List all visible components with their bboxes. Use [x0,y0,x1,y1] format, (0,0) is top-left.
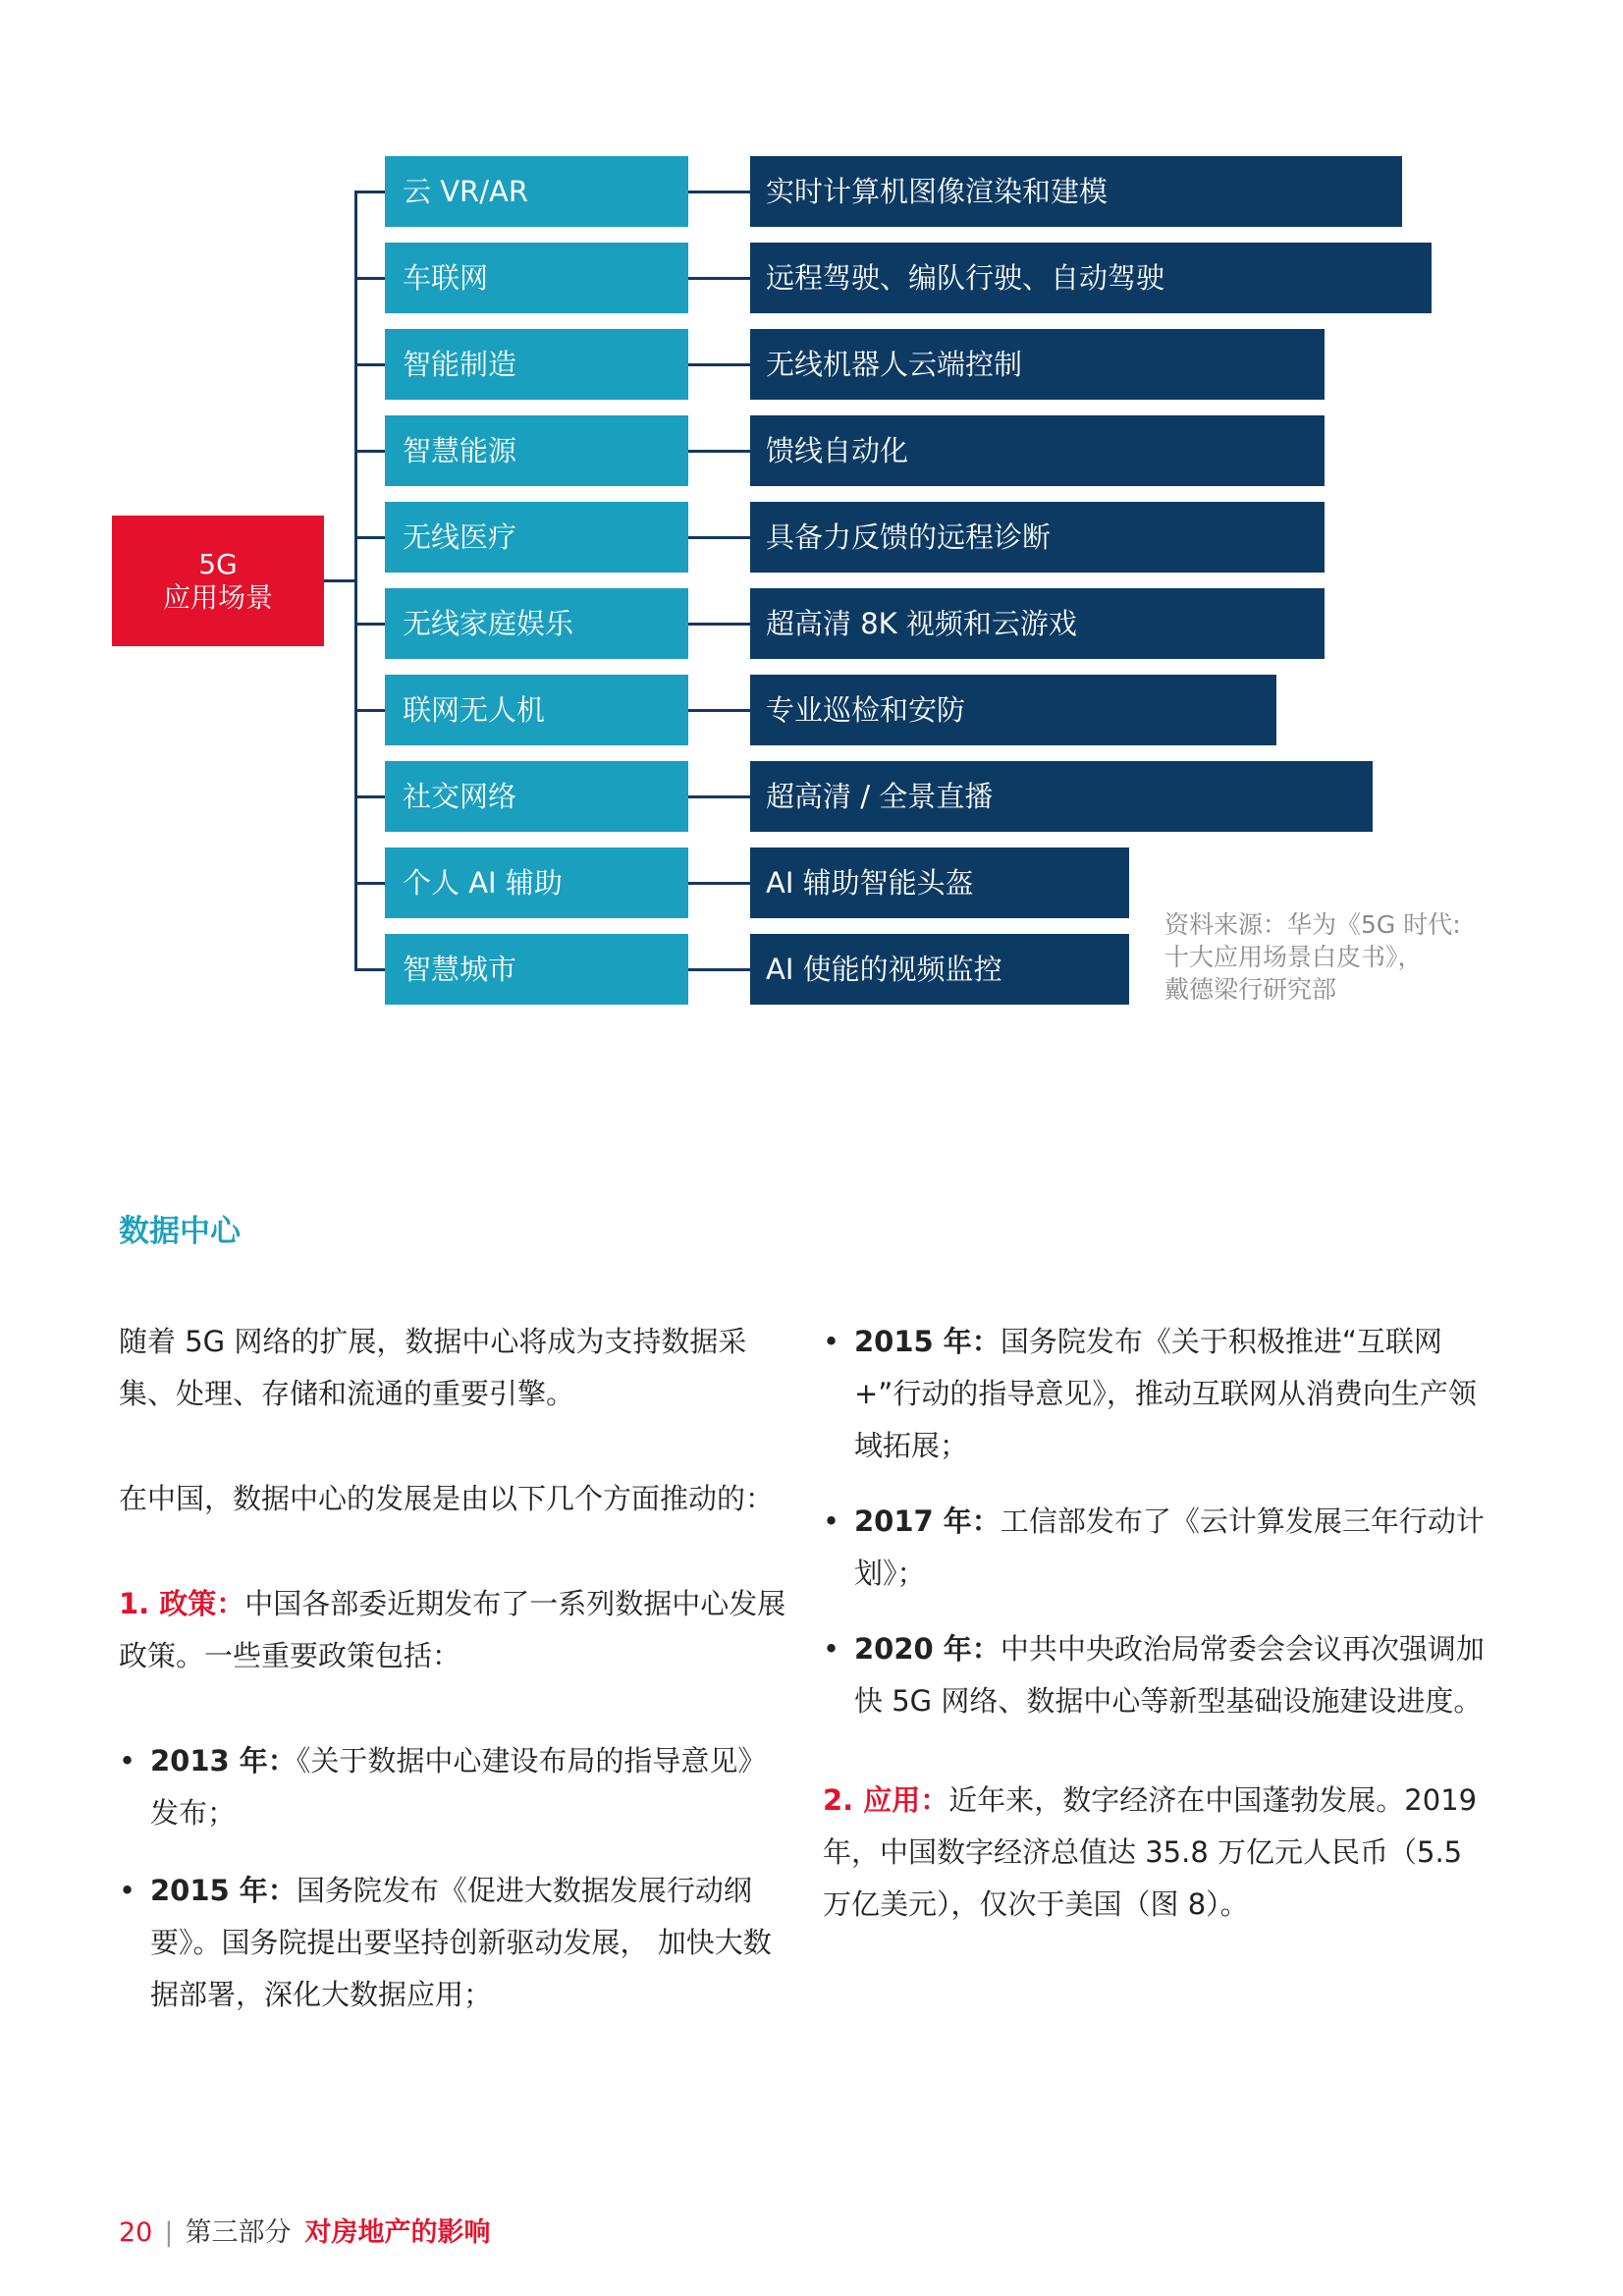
policy-bullet-2017 [823,1496,1490,1600]
application-inspection-security: 专业巡检和安防 [750,675,1276,745]
application-live-broadcast: 超高清 / 全景直播 [750,761,1373,832]
hline-app-2 [688,363,750,366]
category-home-entertainment: 无线家庭娱乐 [385,588,688,659]
hline-app-8 [688,882,750,885]
hline-app-4 [688,536,750,539]
bullet-text: 工信部发布了《云计算发展三年行动计划》； [854,1504,1485,1590]
hline-cat-7 [354,795,385,798]
hline-app-3 [688,450,750,453]
application-realtime-rendering: 实时计算机图像渲染和建模 [750,156,1402,227]
application-paragraph [823,1775,1490,1931]
hline-cat-1 [354,277,385,280]
bullet-year: 2017 年： [854,1504,1001,1538]
application-robot-control: 无线机器人云端控制 [750,329,1325,400]
page-number: 20 [119,2217,153,2248]
application-feeder-automation: 馈线自动化 [750,415,1325,486]
hline-cat-8 [354,882,385,885]
source-note [1164,908,1498,1006]
category-social-network: 社交网络 [385,761,688,832]
hline-app-1 [688,277,750,280]
application-video-surveillance: AI 使能的视频监控 [750,934,1129,1005]
right-column [823,1316,1490,1931]
bullet-text: 中共中央政治局常委会会议再次强调加快 5G 网络、数据中心等新型基础设施建设进度。 [854,1632,1485,1718]
footer-separator: | [164,2217,174,2248]
hline-app-9 [688,968,750,971]
policy-text: 中国各部委近期发布了一系列数据中心发展政策。一些重要政策包括： [119,1587,786,1672]
section-heading: 数据中心 [119,1214,241,1249]
hline-app-5 [688,623,750,626]
hline-app-7 [688,795,750,798]
intro-paragraph: 随着 5G 网络的扩展，数据中心将成为支持数据采集、处理、存储和流通的重要引擎。 [119,1325,747,1410]
hline-cat-5 [354,623,385,626]
category-cloud-vr-ar: 云 VR/AR [385,156,688,227]
policy-label: 1. 政策： [119,1587,245,1620]
hline-cat-9 [354,968,385,971]
application-text: 近年来，数字经济在中国蓬勃发展。2019 年，中国数字经济总值达 35.8 万亿元人民币（5.5 万亿美元），仅次于美国（图 8）。 [823,1783,1478,1921]
hline-app-6 [688,709,750,712]
footer-part: 第三部分 [185,2217,292,2248]
category-personal-ai: 个人 AI 辅助 [385,847,688,918]
category-smart-city: 智慧城市 [385,934,688,1005]
hline-cat-0 [354,191,385,193]
source-line-2: 十大应用场景白皮书》， [1164,943,1423,971]
root-node-5g [112,516,324,646]
category-smart-energy: 智慧能源 [385,415,688,486]
category-drones: 联网无人机 [385,675,688,745]
category-wireless-medical: 无线医疗 [385,502,688,573]
root-connector [324,579,356,582]
5g-scenarios-diagram [0,0,1623,1041]
root-label-line2: 应用场景 [162,580,273,614]
source-line-3: 戴德梁行研究部 [1164,975,1337,1004]
policy-bullet-2020 [823,1623,1490,1727]
hline-cat-3 [354,450,385,453]
bullet-text: 国务院发布《关于积极推进“互联网+”行动的指导意见》，推动互联网从消费向生产领域拓展； [854,1325,1477,1462]
bullet-year: 2020 年： [854,1632,1001,1666]
hline-app-0 [688,191,750,193]
source-line-1: 资料来源：华为《5G 时代: [1164,910,1461,939]
drivers-paragraph: 在中国，数据中心的发展是由以下几个方面推动的： [119,1482,775,1515]
bullet-text: 国务院发布《促进大数据发展行动纲要》。国务院提出要坚持创新驱动发展， 加快大数据部署，深化大数据应用； [150,1874,772,2011]
policy-paragraph [119,1578,786,1682]
policy-bullet-2015-bigdata [119,1865,786,2021]
bullet-year: 2015 年： [854,1325,1001,1358]
bullet-year: 2015 年： [150,1874,297,1907]
application-label: 2. 应用： [823,1783,949,1817]
category-connected-vehicles: 车联网 [385,243,688,313]
policy-bullet-2015-internet-plus [823,1316,1490,1472]
hline-cat-4 [354,536,385,539]
bullet-text: 《关于数据中心建设布局的指导意见》发布； [150,1744,767,1830]
hline-cat-2 [354,363,385,366]
page-footer [119,2211,490,2249]
application-8k-cloud-gaming: 超高清 8K 视频和云游戏 [750,588,1325,659]
policy-bullet-2013 [119,1735,786,1839]
category-smart-manufacturing: 智能制造 [385,329,688,400]
tree-spine [354,191,357,970]
application-remote-diagnosis: 具备力反馈的远程诊断 [750,502,1325,573]
application-remote-driving: 远程驾驶、编队行驶、自动驾驶 [750,243,1432,313]
bullet-year: 2013 年： [150,1744,297,1777]
application-ai-helmet: AI 辅助智能头盔 [750,847,1129,918]
hline-cat-6 [354,709,385,712]
root-label-line1: 5G [198,547,238,580]
footer-title: 对房地产的影响 [304,2217,491,2248]
left-column [119,1316,786,2021]
